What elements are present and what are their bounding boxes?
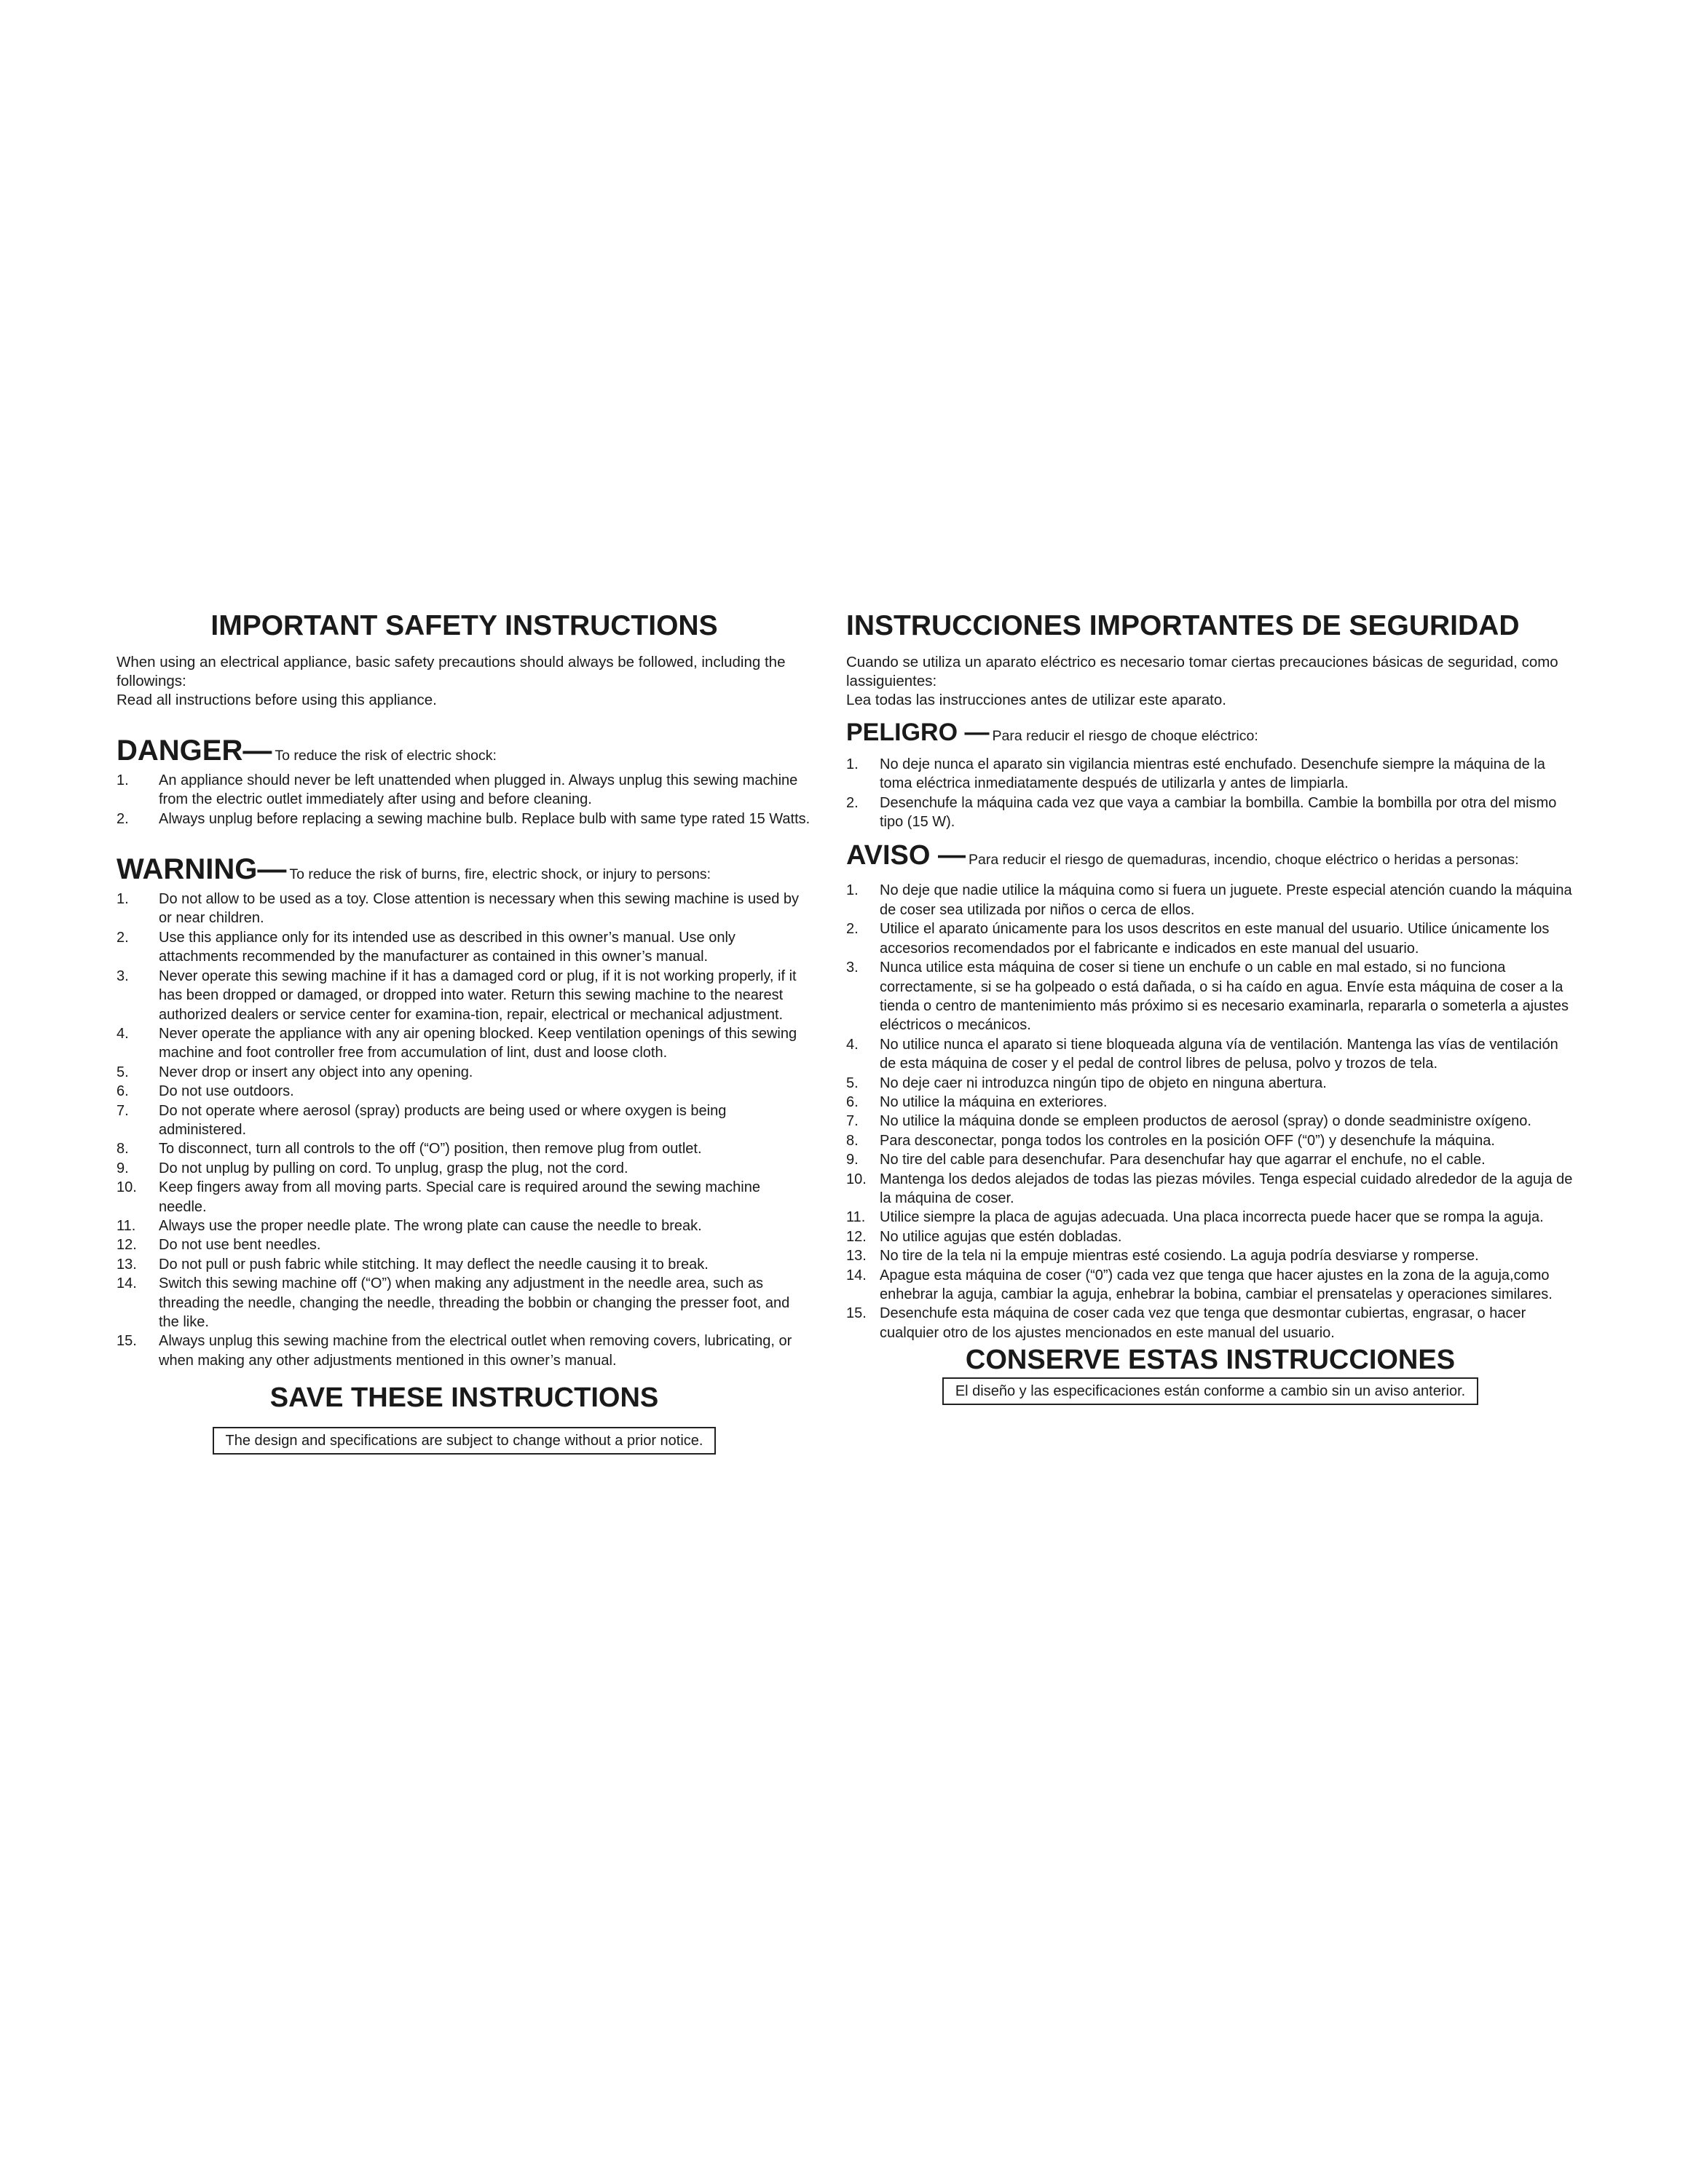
item-text: No utilice nunca el aparato si tiene bloqueada alguna vía de ventilación. Mantenga las vías de ventilación de esta máquina de coser y el pedal de control libres de pelusa, polvo y trozos de tela. bbox=[880, 1036, 1558, 1072]
save-instructions-heading: SAVE THESE INSTRUCTIONS bbox=[269, 1382, 659, 1414]
item-number: 2. bbox=[846, 921, 859, 938]
english-column bbox=[117, 610, 812, 1455]
spanish-column bbox=[846, 610, 1574, 1405]
intro-line: Read all instructions before using this appliance. bbox=[117, 691, 437, 708]
item-text: Do not unplug by pulling on cord. To unplug, grasp the plug, not the cord. bbox=[159, 1160, 628, 1176]
spanish-intro bbox=[846, 653, 1574, 710]
item-text: Never drop or insert any object into any opening. bbox=[159, 1064, 473, 1080]
item-text: No deje nunca el aparato sin vigilancia mientras esté enchufado. Desenchufe siempre la máquina de la toma eléctrica inmediatamente después de utilizarla y antes de limpiarla. bbox=[880, 756, 1545, 792]
item-text: An appliance should never be left unattended when plugged in. Always unplug this sewing machine from the electric outlet immediately after using and before cleaning. bbox=[159, 772, 798, 808]
item-number: 2. bbox=[117, 810, 129, 827]
item-number: 15. bbox=[117, 1333, 137, 1350]
item-number: 10. bbox=[117, 1179, 137, 1196]
list-item bbox=[846, 1208, 1574, 1227]
item-number: 7. bbox=[846, 1113, 859, 1130]
item-text: Never operate this sewing machine if it has a damaged cord or plug, if it is not working properly, if it has been dropped or damaged, or dropped into water. Return this sewing machine to the nearest authorized dealers or service center for examina-tion, repair, electrical or mechanical adjustment. bbox=[159, 968, 797, 1023]
peligro-list bbox=[846, 755, 1574, 832]
item-text: No utilice la máquina donde se empleen productos de aerosol (spray) o donde seadministre oxígeno. bbox=[880, 1113, 1531, 1130]
item-number: 10. bbox=[846, 1171, 867, 1187]
aviso-subtitle: Para reducir el riesgo de quemaduras, incendio, choque eléctrico o heridas a personas: bbox=[969, 852, 1519, 869]
list-item bbox=[846, 919, 1574, 958]
item-number: 14. bbox=[117, 1275, 137, 1292]
item-text: Desenchufe esta máquina de coser cada vez que tenga que desmontar cubiertas, engrasar, o hacer cualquier otro de los ajustes mencionados en este manual del usuario. bbox=[880, 1305, 1526, 1341]
list-item bbox=[846, 1266, 1574, 1305]
item-number: 7. bbox=[117, 1102, 129, 1119]
item-text: Do not use bent needles. bbox=[159, 1237, 321, 1254]
item-text: Never operate the appliance with any air opening blocked. Keep ventilation openings of this sewing machine and foot controller free from accumulation of lint, dust and loose cloth. bbox=[159, 1025, 797, 1061]
danger-list bbox=[117, 771, 812, 828]
warning-heading bbox=[117, 855, 812, 884]
list-item bbox=[117, 1159, 812, 1178]
item-text: Utilice siempre la placa de agujas adecuada. Una placa incorrecta puede hacer que se rompa la aguja. bbox=[880, 1209, 1544, 1226]
item-number: 11. bbox=[117, 1217, 136, 1234]
item-text: No deje que nadie utilice la máquina como si fuera un juguete. Preste especial atención cuando la máquina de coser sea utilizada por niños o cerca de ellos. bbox=[880, 882, 1572, 918]
item-number: 6. bbox=[117, 1083, 129, 1100]
item-text: Mantenga los dedos alejados de todas las piezas móviles. Tenga especial cuidado alrededor de la aguja de la máquina de coser. bbox=[880, 1171, 1573, 1206]
list-item bbox=[117, 1178, 812, 1216]
item-number: 1. bbox=[117, 891, 129, 908]
intro-line: followings: bbox=[117, 672, 186, 689]
item-text: Keep fingers away from all moving parts. Special care is required around the sewing machine needle. bbox=[159, 1179, 760, 1215]
list-item bbox=[846, 755, 1574, 794]
item-text: Nunca utilice esta máquina de coser si tiene un enchufe o un cable en mal estado, si no funciona correctamente, si se ha golpeado o está dañada, o si ha caído en agua. Envíe esta máquina de coser a la tienda o centro de mantenimiento más próximo si es necesario examinarla, repararla o someterla a ajustes eléctricos o mecánicos. bbox=[880, 960, 1569, 1034]
list-item bbox=[117, 1255, 812, 1274]
item-number: 5. bbox=[846, 1075, 859, 1091]
warning-label: WARNING— bbox=[117, 853, 287, 886]
item-text: Always unplug this sewing machine from the electrical outlet when removing covers, lubricating, or when making any other adjustments mentioned in this owner’s manual. bbox=[159, 1333, 792, 1369]
list-item bbox=[846, 794, 1574, 832]
danger-label: DANGER— bbox=[117, 734, 272, 767]
list-item bbox=[846, 958, 1574, 1035]
item-number: 2. bbox=[846, 794, 859, 811]
item-text: Desenchufe la máquina cada vez que vaya a cambiar la bombilla. Cambie la bombilla por otra del mismo tipo (15 W). bbox=[880, 794, 1557, 831]
item-number: 4. bbox=[117, 1025, 129, 1042]
list-item bbox=[117, 1139, 812, 1158]
item-text: To disconnect, turn all controls to the off (“O”) position, then remove plug from outlet. bbox=[159, 1141, 702, 1158]
english-title: IMPORTANT SAFETY INSTRUCTIONS bbox=[210, 610, 718, 641]
english-intro bbox=[117, 653, 812, 710]
list-item bbox=[117, 1082, 812, 1101]
item-number: 8. bbox=[846, 1132, 859, 1149]
warning-subtitle: To reduce the risk of burns, fire, electric shock, or injury to persons: bbox=[289, 866, 711, 883]
peligro-subtitle: Para reducir el riesgo de choque eléctrico: bbox=[992, 727, 1258, 744]
item-text: Utilice el aparato únicamente para los usos descritos en este manual del usuario. Utilice únicamente los accesorios recomendados por el fabricante e indicados en este manual del usuario. bbox=[880, 921, 1550, 957]
item-text: No deje caer ni introduzca ningún tipo de objeto en ninguna abertura. bbox=[880, 1075, 1327, 1091]
notice-wrap bbox=[846, 1377, 1574, 1405]
item-text: Switch this sewing machine off (“O”) when making any adjustment in the needle area, such as threading the needle, changing the needle, threading the bobbin or changing the presser foot, and the like. bbox=[159, 1275, 790, 1330]
item-text: No utilice la máquina en exteriores. bbox=[880, 1093, 1108, 1110]
item-number: 4. bbox=[846, 1036, 859, 1053]
list-item bbox=[117, 1024, 812, 1063]
item-text: Do not use outdoors. bbox=[159, 1083, 294, 1100]
spanish-title: INSTRUCCIONES IMPORTANTES DE SEGURIDAD bbox=[846, 610, 1520, 641]
list-item bbox=[846, 1304, 1574, 1342]
item-number: 15. bbox=[846, 1305, 867, 1322]
aviso-list bbox=[846, 881, 1574, 1342]
item-number: 3. bbox=[117, 968, 129, 984]
item-text: Apague esta máquina de coser (“0”) cada vez que tenga que hacer ajustes en la zona de la aguja,como enhebrar la aguja, cambiar la aguja, enhebrar la bobina, cambiar el prensatelas y operaciones similares. bbox=[880, 1267, 1553, 1302]
item-text: Para desconectar, ponga todos los controles en la posición OFF (“0”) y desenchufe la máquina. bbox=[880, 1132, 1495, 1149]
list-item bbox=[117, 928, 812, 967]
notice-wrap bbox=[117, 1427, 812, 1455]
list-item bbox=[117, 1216, 812, 1235]
intro-line: When using an electrical appliance, basic safety precautions should always be followed, including the bbox=[117, 653, 786, 670]
item-number: 12. bbox=[846, 1228, 867, 1245]
item-number: 1. bbox=[846, 882, 859, 899]
list-item bbox=[846, 1246, 1574, 1265]
conserve-instructions-heading: CONSERVE ESTAS INSTRUCCIONES bbox=[965, 1345, 1456, 1376]
item-number: 6. bbox=[846, 1093, 859, 1110]
list-item bbox=[117, 1274, 812, 1332]
item-text: No utilice agujas que estén dobladas. bbox=[880, 1228, 1122, 1245]
item-text: Always unplug before replacing a sewing machine bulb. Replace bulb with same type rated 15 Watts. bbox=[159, 810, 811, 827]
list-item bbox=[846, 1227, 1574, 1246]
spec-notice-box: The design and specifications are subject to change without a prior notice. bbox=[213, 1427, 717, 1455]
list-item bbox=[117, 967, 812, 1024]
item-text: Do not allow to be used as a toy. Close attention is necessary when this sewing machine is used by or near children. bbox=[159, 891, 799, 927]
item-number: 2. bbox=[117, 929, 129, 946]
danger-heading bbox=[117, 736, 812, 765]
warning-list bbox=[117, 890, 812, 1370]
item-number: 9. bbox=[117, 1160, 129, 1176]
item-number: 9. bbox=[846, 1152, 859, 1168]
item-text: No tire de la tela ni la empuje mientras esté cosiendo. La aguja podría desviarse y romperse. bbox=[880, 1248, 1479, 1265]
list-item bbox=[117, 1101, 812, 1140]
item-number: 5. bbox=[117, 1064, 129, 1080]
list-item bbox=[117, 890, 812, 928]
peligro-heading bbox=[846, 720, 1574, 745]
item-text: Always use the proper needle plate. The wrong plate can cause the needle to break. bbox=[159, 1217, 702, 1234]
item-number: 13. bbox=[846, 1248, 867, 1265]
list-item bbox=[846, 1074, 1574, 1093]
danger-subtitle: To reduce the risk of electric shock: bbox=[275, 747, 497, 764]
item-number: 3. bbox=[846, 960, 859, 976]
item-number: 13. bbox=[117, 1256, 137, 1273]
item-text: Do not operate where aerosol (spray) products are being used or where oxygen is being administered. bbox=[159, 1102, 727, 1138]
spec-notice-box: El diseño y las especificaciones están conforme a cambio sin un aviso anterior. bbox=[942, 1377, 1478, 1405]
intro-line: Lea todas las instrucciones antes de utilizar este aparato. bbox=[846, 691, 1226, 708]
peligro-label: PELIGRO — bbox=[846, 718, 990, 746]
list-item bbox=[846, 881, 1574, 919]
item-number: 8. bbox=[117, 1141, 129, 1158]
list-item bbox=[117, 771, 812, 810]
list-item bbox=[117, 1063, 812, 1082]
intro-line: Cuando se utiliza un aparato eléctrico es necesario tomar ciertas precauciones básicas de seguridad, como lassiguientes: bbox=[846, 653, 1558, 689]
item-number: 1. bbox=[846, 756, 859, 772]
list-item bbox=[117, 1235, 812, 1254]
aviso-heading bbox=[846, 842, 1574, 869]
list-item bbox=[117, 1332, 812, 1370]
list-item bbox=[846, 1131, 1574, 1150]
item-text: Use this appliance only for its intended use as described in this owner’s manual. Use only attachments recommended by the manufacturer as contained in this owner’s manual. bbox=[159, 929, 735, 965]
list-item bbox=[846, 1093, 1574, 1112]
list-item bbox=[846, 1170, 1574, 1208]
list-item bbox=[846, 1035, 1574, 1074]
item-number: 11. bbox=[846, 1209, 866, 1226]
list-item bbox=[846, 1150, 1574, 1169]
list-item bbox=[846, 1112, 1574, 1131]
item-text: Do not pull or push fabric while stitching. It may deflect the needle causing it to break. bbox=[159, 1256, 709, 1273]
item-number: 12. bbox=[117, 1237, 137, 1254]
item-text: No tire del cable para desenchufar. Para desenchufar hay que agarrar el enchufe, no el cable. bbox=[880, 1152, 1486, 1168]
aviso-label: AVISO — bbox=[846, 840, 966, 871]
item-number: 1. bbox=[117, 772, 129, 788]
list-item bbox=[117, 810, 812, 828]
item-number: 14. bbox=[846, 1267, 867, 1283]
